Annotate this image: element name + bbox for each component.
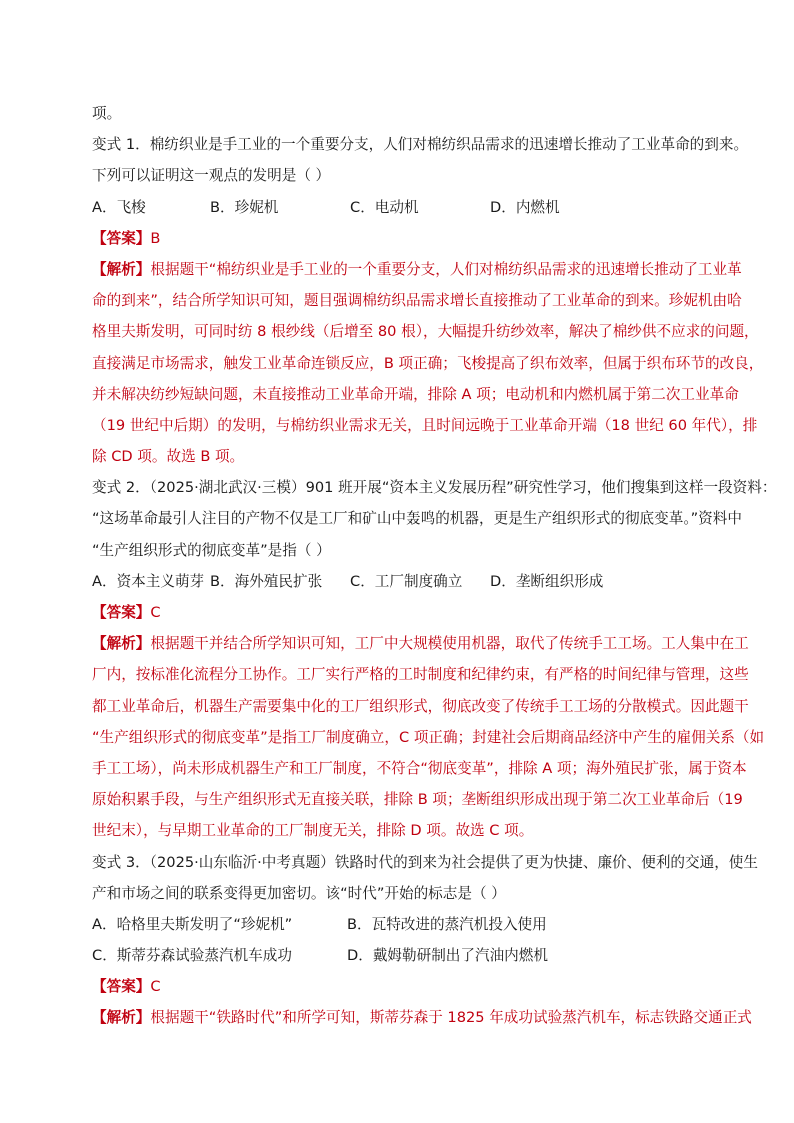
analysis-text: 根据题干并结合所学知识可知，工厂中大规模使用机器，取代了传统手工工场。工人集中在工 xyxy=(150,635,749,653)
question-1-options xyxy=(92,192,732,223)
option-b: B．珍妮机 xyxy=(210,198,279,216)
question-1-analysis-line: 并未解决纺纱短缺问题，未直接推动工业革命开端，排除 A 项；电动机和内燃机属于第二次工业革命 xyxy=(92,385,739,403)
analysis-tag: 【解析】 xyxy=(92,635,151,653)
intro-tail: 项。 xyxy=(92,105,122,122)
option-b: B．瓦特改进的蒸汽机投入使用 xyxy=(347,915,547,933)
question-3-analysis-line xyxy=(92,1002,752,1033)
question-1-stem-line: 变式 1．棉纺织业是手工业的一个重要分支，人们对棉纺织品需求的迅速增长推动了工业革命的到来。 xyxy=(92,136,749,154)
answer-value: C xyxy=(150,604,161,621)
question-1-analysis-line: 格里夫斯发明，可同时纺 8 根纱线（后增至 80 根），大幅提升纺纱效率，解决了棉纱供不应求的问题， xyxy=(92,323,759,341)
question-2-analysis-line xyxy=(92,628,749,659)
answer-tag: 【答案】 xyxy=(92,229,151,247)
option-d: D．垄断组织形成 xyxy=(490,572,604,590)
question-1-stem-line: 下列可以证明这一观点的发明是（ ） xyxy=(92,167,331,185)
question-1-analysis-line: 除 CD 项。故选 B 项。 xyxy=(92,448,245,466)
document-body xyxy=(92,98,777,1034)
analysis-text: 根据题干“铁路时代”和所学可知，斯蒂芬森于 1825 年成功试验蒸汽机车，标志铁路交通正式 xyxy=(150,1009,752,1027)
question-2-stem-line: 变式 2．（2025·湖北武汉·三模）901 班开展“资本主义发展历程”研究性学习，他们搜集到这样一段资料： xyxy=(92,479,777,497)
question-1-analysis-line: （19 世纪中后期）的发明，与棉纺织业需求无关，且时间远晚于工业革命开端（18 世纪 60 年代），排 xyxy=(92,416,758,434)
question-1-analysis-line: 直接满足市场需求，触发工业革命连锁反应，B 项正确；飞梭提高了织布效率，但属于织布环节的改良， xyxy=(92,354,764,372)
question-2-options xyxy=(92,566,732,597)
answer-tag: 【答案】 xyxy=(92,978,151,996)
question-2-answer xyxy=(92,597,732,628)
question-2-stem-line: “生产组织形式的彻底变革”是指（ ） xyxy=(92,541,331,559)
option-c: C．斯蒂芬森试验蒸汽机车成功 xyxy=(92,947,292,965)
question-2-analysis-line: “生产组织形式的彻底变革”是指工厂制度确立，C 项正确；封建社会后期商品经济中产生的雇佣关系（如 xyxy=(92,728,765,746)
analysis-text: 根据题干“棉纺织业是手工业的一个重要分支，人们对棉纺织品需求的迅速增长推动了工业革 xyxy=(150,260,742,278)
question-3 xyxy=(92,847,758,1034)
option-d: D．戴姆勒研制出了汽油内燃机 xyxy=(347,947,548,965)
option-a: A．哈格里夫斯发明了“珍妮机” xyxy=(92,915,293,933)
question-2-analysis-line: 厂内，按标准化流程分工协作。工厂实行严格的工时制度和纪律约束，有严格的时间纪律与管理，这些 xyxy=(92,666,749,684)
answer-value: C xyxy=(150,978,161,996)
analysis-tag: 【解析】 xyxy=(92,1009,151,1027)
question-2-analysis-line: 都工业革命后，机器生产需要集中化的工厂组织形式，彻底改变了传统手工工场的分散模式。因此题干 xyxy=(92,697,749,715)
question-1-analysis-line xyxy=(92,254,742,285)
option-c: C．电动机 xyxy=(350,198,419,216)
question-1-analysis-line: 命的到来”，结合所学知识可知，题目强调棉纺织品需求增长直接推动了工业革命的到来。珍妮机由哈 xyxy=(92,292,742,310)
question-3-options-row-2 xyxy=(92,940,732,971)
answer-tag: 【答案】 xyxy=(92,604,151,621)
question-3-stem-line: 变式 3．（2025·山东临沂·中考真题）铁路时代的到来为社会提供了更为快捷、廉价、便利的交通，使生 xyxy=(92,853,758,871)
analysis-tag: 【解析】 xyxy=(92,260,151,278)
question-1-answer xyxy=(92,223,732,254)
option-c: C．工厂制度确立 xyxy=(350,572,463,590)
question-2-analysis-line: 手工工场），尚未形成机器生产和工厂制度，不符合“彻底变革”，排除 A 项；海外殖民扩张，属于资本 xyxy=(92,759,747,777)
question-1 xyxy=(92,129,764,472)
option-b: B．海外殖民扩张 xyxy=(210,572,323,590)
question-2 xyxy=(92,472,777,846)
question-3-answer xyxy=(92,971,732,1002)
option-a: A．飞梭 xyxy=(92,198,146,216)
answer-value: B xyxy=(150,229,161,247)
question-3-stem-line: 产和市场之间的联系变得更加密切。该“时代”开始的标志是（ ） xyxy=(92,884,506,902)
question-2-stem-line: “这场革命最引人注目的产物不仅是工厂和矿山中轰鸣的机器，更是生产组织形式的彻底变革。”资料中 xyxy=(92,510,742,528)
question-3-options-row-1 xyxy=(92,909,732,940)
option-a: A．资本主义萌芽 xyxy=(92,572,205,590)
question-2-analysis-line: 世纪末），与早期工业革命的工厂制度无关，排除 D 项。故选 C 项。 xyxy=(92,822,534,840)
option-d: D．内燃机 xyxy=(490,198,560,216)
question-2-analysis-line: 原始积累手段，与生产组织形式无直接关联，排除 B 项；垄断组织形成出现于第二次工业革命后（19 xyxy=(92,791,743,809)
